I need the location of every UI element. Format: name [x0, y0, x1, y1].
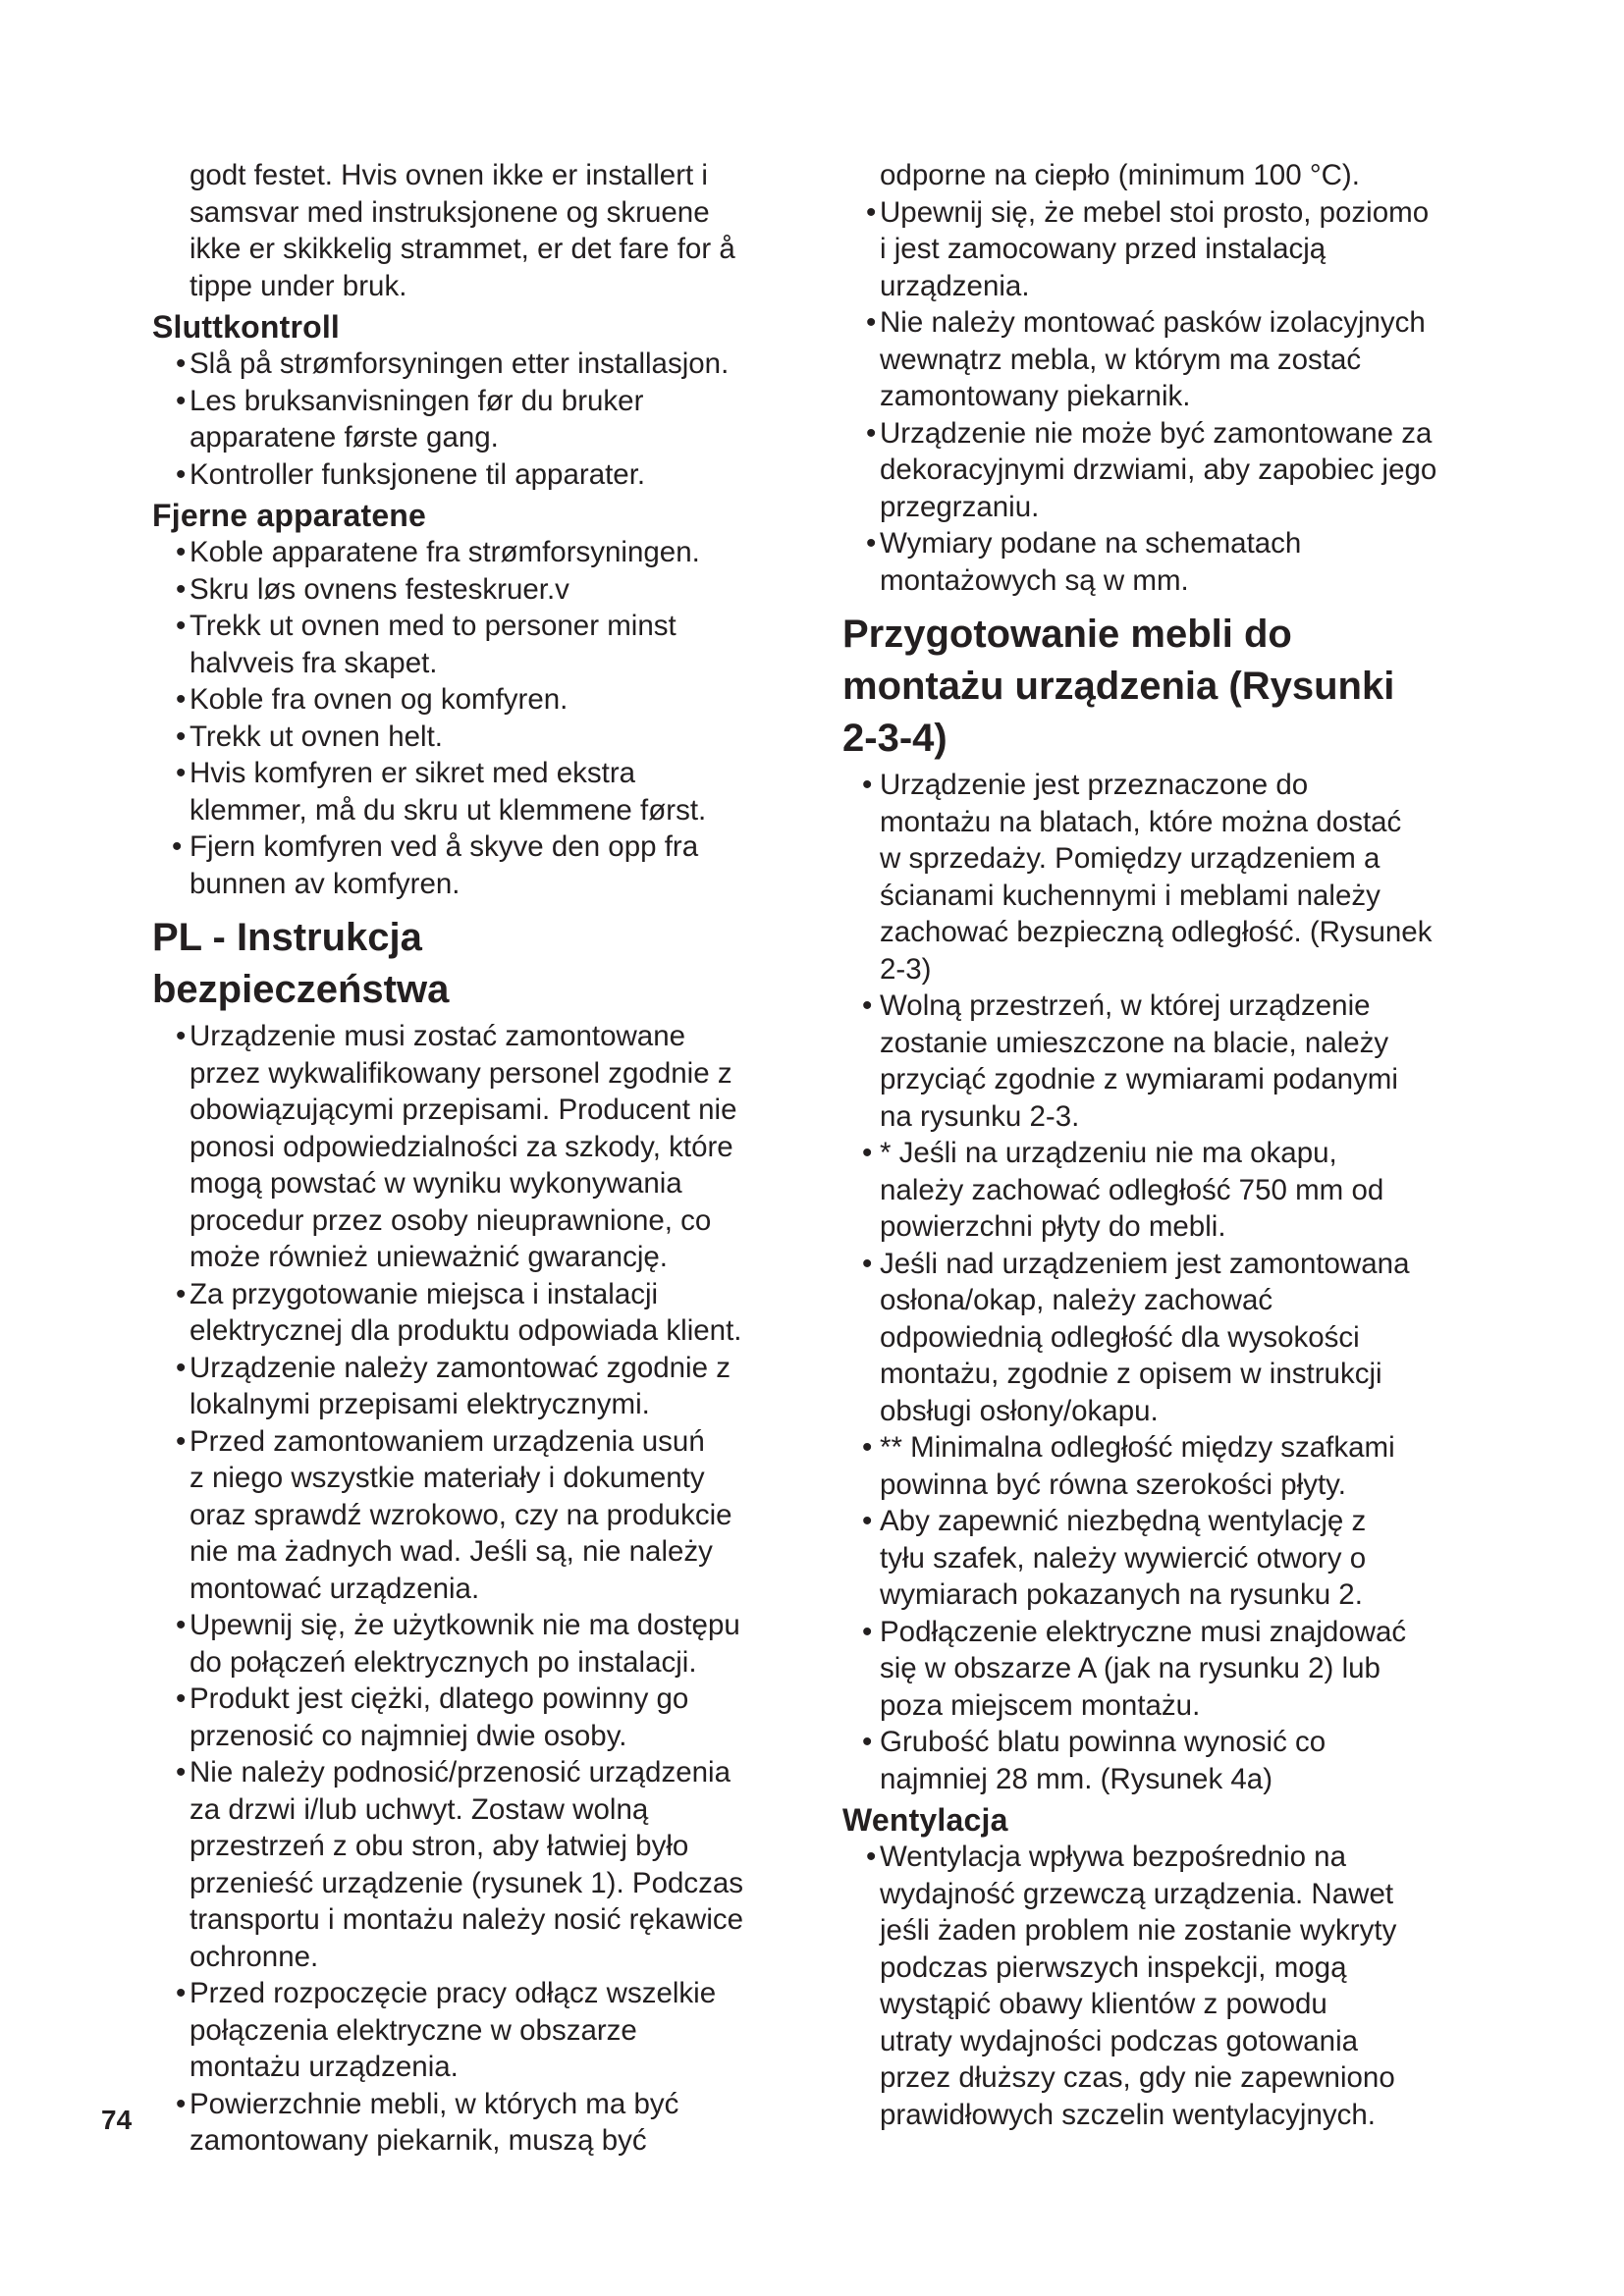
- list-item: • Slå på strømforsyningen etter installasjon.: [176, 347, 730, 380]
- list-item: • Urządzenie nie może być zamontowane za dekoracyjnymi drzwiami, aby zapobiec jego przegrzaniu.: [866, 416, 1437, 523]
- list-item: • Trekk ut ovnen med to personer minst halvveis fra skapet.: [176, 610, 677, 679]
- section-heading-pl-instrukcja: PL - Instrukcja bezpieczeństwa: [152, 916, 450, 1011]
- list-item: • Produkt jest ciężki, dlatego powinny go przenosić co najmniej dwie osoby.: [176, 1682, 689, 1752]
- list-item: • Nie należy montować pasków izolacyjnych wewnątrz mebla, w którym ma zostać zamontowany piekarnik.: [866, 306, 1426, 412]
- intro-paragraph: odporne na ciepło (minimum 100 °C).: [880, 159, 1360, 191]
- list-item: • Upewnij się, że użytkownik nie ma dostępu do połączeń elektrycznych po instalacji.: [176, 1609, 740, 1679]
- list-item: • Skru løs ovnens festeskruer.v: [176, 572, 569, 606]
- list-item: • Kontroller funksjonene til apparater.: [176, 457, 646, 491]
- list-item: • Urządzenie musi zostać zamontowane przez wykwalifikowany personel zgodnie z obowiązującymi przepisami. Producent nie ponosi odpowiedzialności za szkody, które mogą powstać w wyniku wykonywania procedur przez osoby nieuprawnione, co może również unieważnić gwarancję.: [176, 1020, 737, 1273]
- list-item: • Wymiary podane na schematach montażowych są w mm.: [866, 527, 1302, 597]
- list-item: • Powierzchnie mebli, w których ma być zamontowany piekarnik, muszą być: [176, 2087, 679, 2157]
- intro-paragraph: godt festet. Hvis ovnen ikke er installert i samsvar med instruksjonene og skruene ikke er skikkelig strammet, er det fare for å tippe under bruk.: [189, 159, 735, 302]
- list-item: • Upewnij się, że mebel stoi prosto, poziomo i jest zamocowany przed instalacją urządzenia.: [866, 195, 1430, 302]
- right-column: [842, 157, 1495, 2133]
- page-number: 74: [101, 2105, 133, 2135]
- list-item: • Urządzenie jest przeznaczone do montażu na blatach, które można dostać w sprzedaży. Pomiędzy urządzeniem a ścianami kuchennymi i meblami należy zachować bezpieczną odległość. (Rysunek 2-3): [862, 769, 1433, 986]
- list-item: • Grubość blatu powinna wynosić co najmniej 28 mm. (Rysunek 4a): [862, 1726, 1326, 1795]
- list-item: • Hvis komfyren er sikret med ekstra klemmer, må du skru ut klemmene først.: [176, 757, 707, 827]
- list-item: • * Jeśli na urządzeniu nie ma okapu, należy zachować odległość 750 mm od powierzchni płyty do mebli.: [862, 1137, 1384, 1243]
- list-item: • Aby zapewnić niezbędną wentylację z tyłu szafek, należy wywiercić otwory o wymiarach pokazanych na rysunku 2.: [862, 1505, 1367, 1611]
- list-item: • Przed zamontowaniem urządzenia usuń z niego wszystkie materiały i dokumenty oraz sprawdź wzrokowo, czy na produkcie nie ma żadnych wad. Jeśli są, nie należy montować urządzenia.: [176, 1424, 732, 1605]
- list-item: • Nie należy podnosić/przenosić urządzenia za drzwi i/lub uchwyt. Zostaw wolną przestrzeń z obu stron, aby łatwiej było przenieść urządzenie (rysunek 1). Podczas transportu i montażu należy nosić rękawice ochronne.: [176, 1756, 744, 1973]
- list-item: • Les bruksanvisningen før du bruker apparatene første gang.: [176, 384, 644, 454]
- list-item: • Przed rozpoczęcie pracy odłącz wszelkie połączenia elektryczne w obszarze montażu urządzenia.: [176, 1977, 717, 2083]
- section-heading-sluttkontroll: Sluttkontroll: [152, 309, 341, 345]
- list-item: • Za przygotowanie miejsca i instalacji elektrycznej dla produktu odpowiada klient.: [176, 1277, 742, 1347]
- section-heading-wentylacja: Wentylacja: [842, 1802, 1008, 1838]
- list-item: • Wentylacja wpływa bezpośrednio na wydajność grzewczą urządzenia. Nawet jeśli żaden problem nie zostanie wykryty podczas pierwszych inspekcji, mogą wystąpić obawy klientów z powodu utraty wydajności podczas gotowania przez dłuższy czas, gdy nie zapewniono prawidłowych szczelin wentylacyjnych.: [866, 1841, 1397, 2131]
- list-item: • Koble apparatene fra strømforsyningen.: [176, 536, 700, 568]
- list-item: • Jeśli nad urządzeniem jest zamontowana osłona/okap, należy zachować odpowiednią odległość dla wysokości montażu, zgodnie z opisem w instrukcji obsługi osłony/okapu.: [862, 1247, 1410, 1427]
- section-heading-przygotowanie: Przygotowanie mebli do montażu urządzenia (Rysunki 2-3-4): [842, 613, 1395, 760]
- list-item: • ** Minimalna odległość między szafkami powinna być równa szerokości płyty.: [862, 1431, 1395, 1501]
- list-item: • Wolną przestrzeń, w której urządzenie zostanie umieszczone na blacie, należy przyciąć zgodnie z wymiarami podanymi na rysunku 2-3.: [862, 989, 1398, 1133]
- list-item: • Podłączenie elektryczne musi znajdować się w obszarze A (jak na rysunku 2) lub poza miejscem montażu.: [862, 1615, 1407, 1722]
- list-item: • Trekk ut ovnen helt.: [176, 720, 443, 753]
- list-item: • Urządzenie należy zamontować zgodnie z lokalnymi przepisami elektrycznymi.: [176, 1351, 731, 1420]
- section-heading-fjerne: Fjerne apparatene: [152, 498, 427, 533]
- left-column: [152, 157, 805, 2160]
- list-item: • Fjern komfyren ved å skyve den opp fra bunnen av komfyren.: [172, 830, 699, 900]
- list-item: • Koble fra ovnen og komfyren.: [176, 683, 568, 716]
